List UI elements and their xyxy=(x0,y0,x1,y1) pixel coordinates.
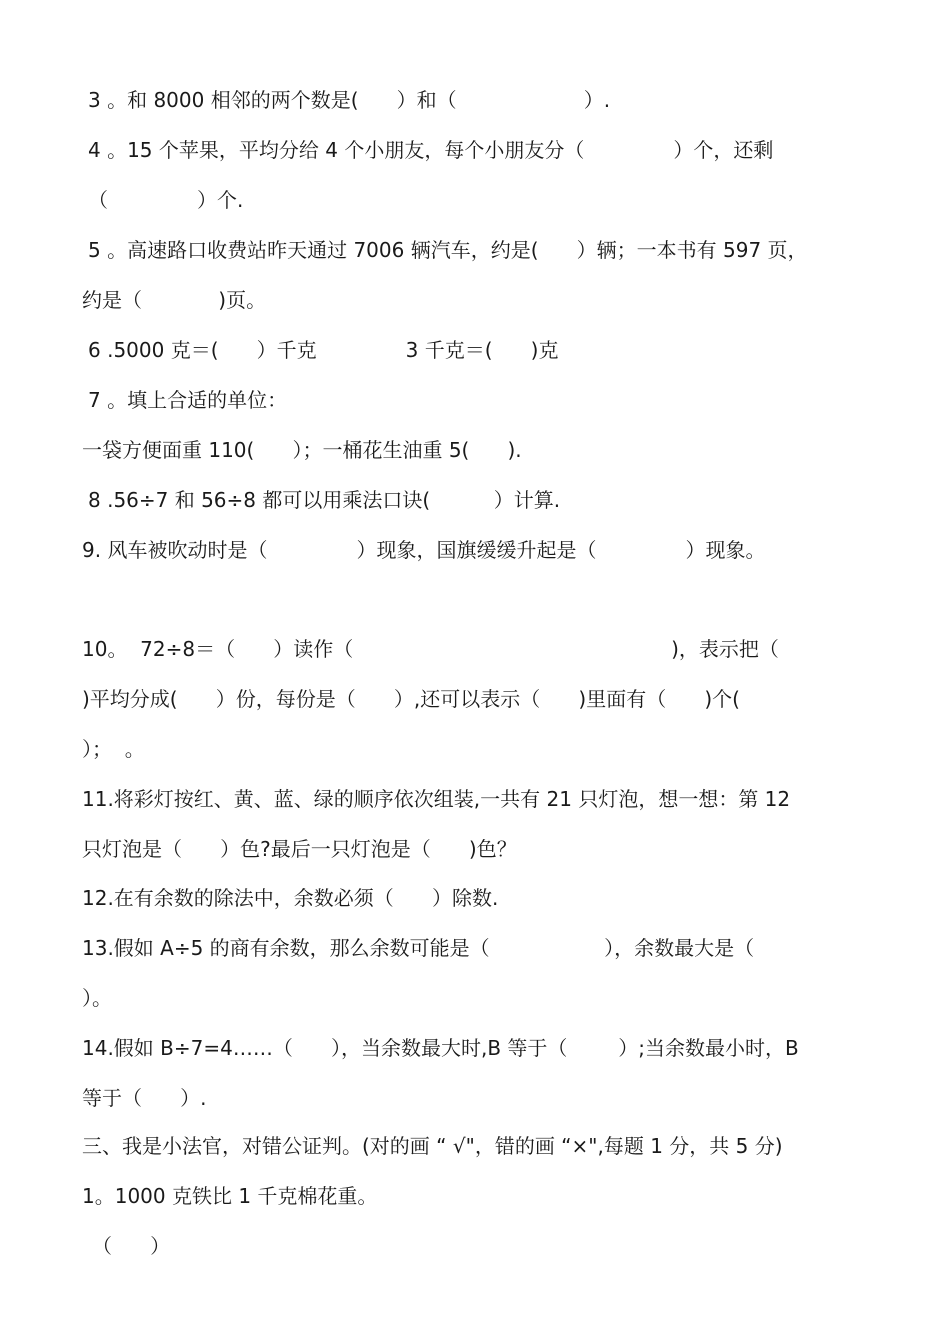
question-13: 13.假如 A÷5 的商有余数，那么余数可能是（ ），余数最大是（ xyxy=(82,936,755,960)
question-9: 9. 风车被吹动时是（ ）现象，国旗缓缓升起是（ ）现象。 xyxy=(82,538,766,562)
question-10-cont-2: ）； 。 xyxy=(82,737,145,761)
question-4: 4 。15 个苹果，平均分给 4 个小朋友，每个小朋友分（ ）个，还剩 xyxy=(88,138,774,162)
question-11-cont: 只灯泡是（ ）色?最后一只灯泡是（ )色？ xyxy=(82,837,517,861)
question-5-cont: 约是（ )页。 xyxy=(82,288,267,312)
question-7-items: 一袋方便面重 110( ）；一桶花生油重 5( ). xyxy=(82,438,522,462)
question-11: 11.将彩灯按红、黄、蓝、绿的顺序依次组装,一共有 21 只灯泡，想一想：第 12 xyxy=(82,787,791,811)
question-14: 14.假如 B÷7=4……（ ），当余数最大时,B 等于（ ）;当余数最小时，B xyxy=(82,1036,799,1060)
question-4-cont: （ ）个. xyxy=(88,188,244,212)
question-10: 10。 72÷8＝（ ）读作（ )，表示把（ xyxy=(82,637,779,661)
question-8: 8 .56÷7 和 56÷8 都可以用乘法口诀( ）计算. xyxy=(88,488,561,512)
question-12: 12.在有余数的除法中，余数必须（ ）除数. xyxy=(82,886,499,910)
question-6: 6 .5000 克＝( ）千克 3 千克＝( )克 xyxy=(88,338,559,362)
question-13-cont: ）。 xyxy=(82,986,112,1010)
judgement-question-1: 1。1000 克铁比 1 千克棉花重。 xyxy=(82,1184,378,1208)
question-10-cont: )平均分成( ）份，每份是（ ）,还可以表示（ )里面有（ )个( xyxy=(82,687,740,711)
judgement-answer-blank: （ ） xyxy=(92,1234,171,1258)
question-3: 3 。和 8000 相邻的两个数是( ）和（ ）. xyxy=(88,88,611,112)
question-7: 7 。填上合适的单位： xyxy=(88,388,288,412)
question-5: 5 。高速路口收费站昨天通过 7006 辆汽车，约是( ）辆；一本书有 597 页， xyxy=(88,238,808,262)
question-14-cont: 等于（ ）. xyxy=(82,1086,207,1110)
section-3-heading: 三、我是小法官，对错公证判。(对的画 “ √"，错的画 “×",每题 1 分，共 5 分) xyxy=(82,1134,783,1158)
